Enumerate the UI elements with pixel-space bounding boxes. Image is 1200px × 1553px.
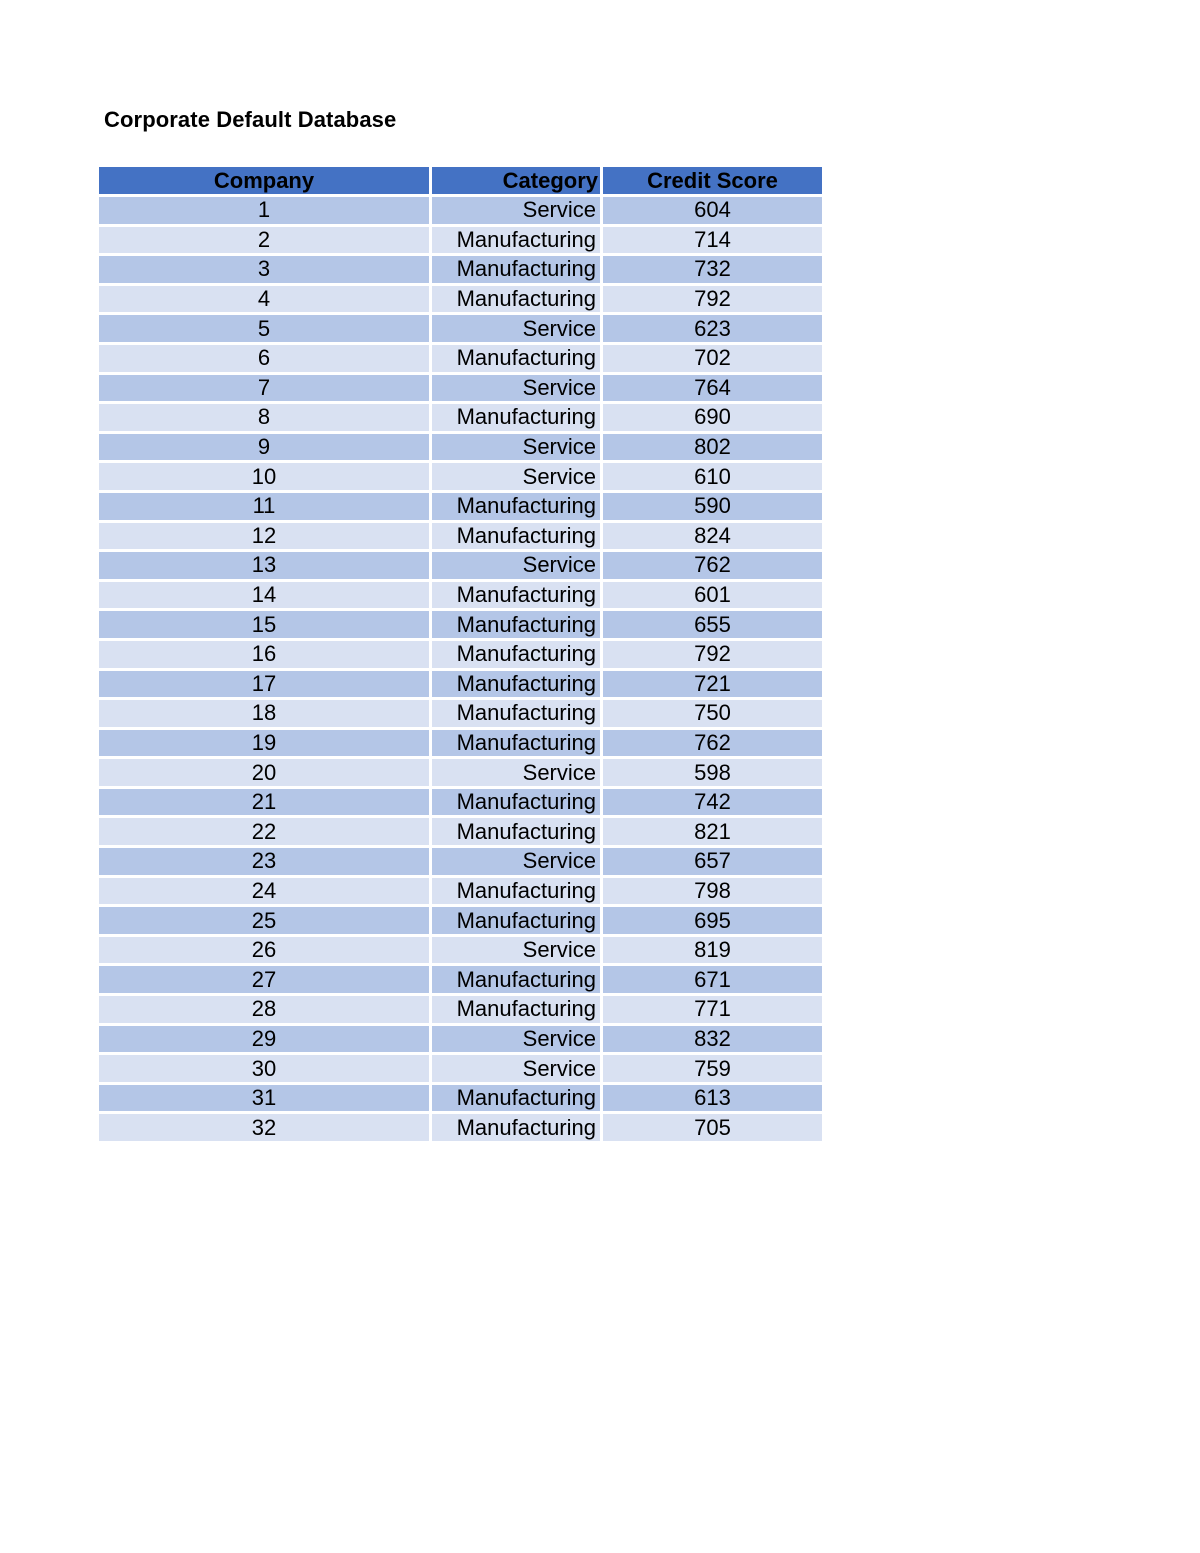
cell-category: Service — [432, 1026, 600, 1053]
cell-credit-score: 590 — [603, 493, 822, 520]
table-row — [99, 730, 822, 757]
table-row — [99, 759, 822, 786]
cell-company: 25 — [99, 907, 429, 934]
cell-company: 17 — [99, 671, 429, 698]
table-row — [99, 582, 822, 609]
cell-company: 24 — [99, 878, 429, 905]
cell-category: Manufacturing — [432, 907, 600, 934]
table-row — [99, 375, 822, 402]
cell-category: Service — [432, 434, 600, 461]
table-header — [99, 167, 822, 194]
cell-category: Manufacturing — [432, 818, 600, 845]
table-row — [99, 345, 822, 372]
cell-company: 18 — [99, 700, 429, 727]
table-row — [99, 227, 822, 254]
cell-company: 7 — [99, 375, 429, 402]
cell-category: Service — [432, 1055, 600, 1082]
cell-credit-score: 771 — [603, 996, 822, 1023]
cell-company: 20 — [99, 759, 429, 786]
cell-credit-score: 792 — [603, 641, 822, 668]
cell-credit-score: 598 — [603, 759, 822, 786]
cell-credit-score: 623 — [603, 315, 822, 342]
cell-company: 26 — [99, 937, 429, 964]
cell-category: Manufacturing — [432, 641, 600, 668]
table-row — [99, 789, 822, 816]
cell-credit-score: 601 — [603, 582, 822, 609]
cell-credit-score: 721 — [603, 671, 822, 698]
column-header-category: Category — [432, 167, 600, 194]
cell-company: 13 — [99, 552, 429, 579]
cell-credit-score: 705 — [603, 1114, 822, 1141]
table-row — [99, 523, 822, 550]
cell-category: Manufacturing — [432, 227, 600, 254]
table-row — [99, 1114, 822, 1141]
cell-category: Service — [432, 315, 600, 342]
cell-credit-score: 750 — [603, 700, 822, 727]
cell-company: 8 — [99, 404, 429, 431]
cell-category: Service — [432, 197, 600, 224]
table-row — [99, 434, 822, 461]
cell-credit-score: 742 — [603, 789, 822, 816]
cell-category: Manufacturing — [432, 286, 600, 313]
cell-category: Manufacturing — [432, 700, 600, 727]
cell-credit-score: 732 — [603, 256, 822, 283]
cell-company: 6 — [99, 345, 429, 372]
cell-category: Manufacturing — [432, 789, 600, 816]
cell-company: 19 — [99, 730, 429, 757]
cell-category: Manufacturing — [432, 523, 600, 550]
cell-category: Service — [432, 937, 600, 964]
table-row — [99, 996, 822, 1023]
cell-category: Manufacturing — [432, 404, 600, 431]
table-row — [99, 404, 822, 431]
table-row — [99, 700, 822, 727]
cell-category: Manufacturing — [432, 493, 600, 520]
table-body — [99, 197, 822, 1141]
table-row — [99, 611, 822, 638]
cell-company: 9 — [99, 434, 429, 461]
cell-company: 11 — [99, 493, 429, 520]
table-row — [99, 671, 822, 698]
table-row — [99, 966, 822, 993]
cell-company: 3 — [99, 256, 429, 283]
page-title: Corporate Default Database — [104, 107, 397, 132]
cell-company: 32 — [99, 1114, 429, 1141]
cell-company: 16 — [99, 641, 429, 668]
cell-category: Service — [432, 552, 600, 579]
cell-credit-score: 821 — [603, 818, 822, 845]
cell-company: 31 — [99, 1085, 429, 1112]
table-row — [99, 641, 822, 668]
cell-company: 29 — [99, 1026, 429, 1053]
cell-category: Manufacturing — [432, 256, 600, 283]
cell-category: Manufacturing — [432, 345, 600, 372]
cell-credit-score: 657 — [603, 848, 822, 875]
table-row — [99, 818, 822, 845]
cell-company: 30 — [99, 1055, 429, 1082]
cell-company: 28 — [99, 996, 429, 1023]
cell-category: Manufacturing — [432, 996, 600, 1023]
header-row — [99, 167, 822, 194]
table-row — [99, 1026, 822, 1053]
cell-credit-score: 671 — [603, 966, 822, 993]
table-row — [99, 315, 822, 342]
cell-credit-score: 610 — [603, 463, 822, 490]
cell-category: Manufacturing — [432, 1085, 600, 1112]
column-header-company: Company — [99, 167, 429, 194]
cell-company: 2 — [99, 227, 429, 254]
cell-company: 27 — [99, 966, 429, 993]
cell-credit-score: 824 — [603, 523, 822, 550]
table-row — [99, 256, 822, 283]
cell-credit-score: 690 — [603, 404, 822, 431]
table-row — [99, 286, 822, 313]
column-header-credit-score: Credit Score — [603, 167, 822, 194]
cell-company: 1 — [99, 197, 429, 224]
table-row — [99, 848, 822, 875]
cell-credit-score: 695 — [603, 907, 822, 934]
cell-credit-score: 792 — [603, 286, 822, 313]
cell-credit-score: 802 — [603, 434, 822, 461]
cell-category: Service — [432, 759, 600, 786]
cell-category: Service — [432, 463, 600, 490]
table-row — [99, 463, 822, 490]
cell-category: Manufacturing — [432, 582, 600, 609]
cell-credit-score: 759 — [603, 1055, 822, 1082]
cell-credit-score: 762 — [603, 730, 822, 757]
table-row — [99, 493, 822, 520]
cell-company: 4 — [99, 286, 429, 313]
cell-credit-score: 764 — [603, 375, 822, 402]
cell-credit-score: 832 — [603, 1026, 822, 1053]
cell-credit-score: 613 — [603, 1085, 822, 1112]
cell-category: Manufacturing — [432, 611, 600, 638]
cell-category: Manufacturing — [432, 671, 600, 698]
cell-credit-score: 798 — [603, 878, 822, 905]
data-table — [96, 164, 825, 1144]
cell-category: Service — [432, 848, 600, 875]
cell-category: Manufacturing — [432, 966, 600, 993]
cell-company: 14 — [99, 582, 429, 609]
table-row — [99, 1055, 822, 1082]
cell-credit-score: 604 — [603, 197, 822, 224]
cell-credit-score: 762 — [603, 552, 822, 579]
cell-company: 15 — [99, 611, 429, 638]
table-row — [99, 907, 822, 934]
table-row — [99, 937, 822, 964]
table-row — [99, 1085, 822, 1112]
cell-category: Service — [432, 375, 600, 402]
cell-category: Manufacturing — [432, 1114, 600, 1141]
table-row — [99, 878, 822, 905]
cell-category: Manufacturing — [432, 878, 600, 905]
cell-credit-score: 714 — [603, 227, 822, 254]
cell-credit-score: 819 — [603, 937, 822, 964]
cell-company: 10 — [99, 463, 429, 490]
cell-company: 21 — [99, 789, 429, 816]
table-row — [99, 197, 822, 224]
cell-credit-score: 702 — [603, 345, 822, 372]
cell-credit-score: 655 — [603, 611, 822, 638]
cell-company: 5 — [99, 315, 429, 342]
table-row — [99, 552, 822, 579]
cell-company: 22 — [99, 818, 429, 845]
cell-company: 12 — [99, 523, 429, 550]
cell-company: 23 — [99, 848, 429, 875]
cell-category: Manufacturing — [432, 730, 600, 757]
